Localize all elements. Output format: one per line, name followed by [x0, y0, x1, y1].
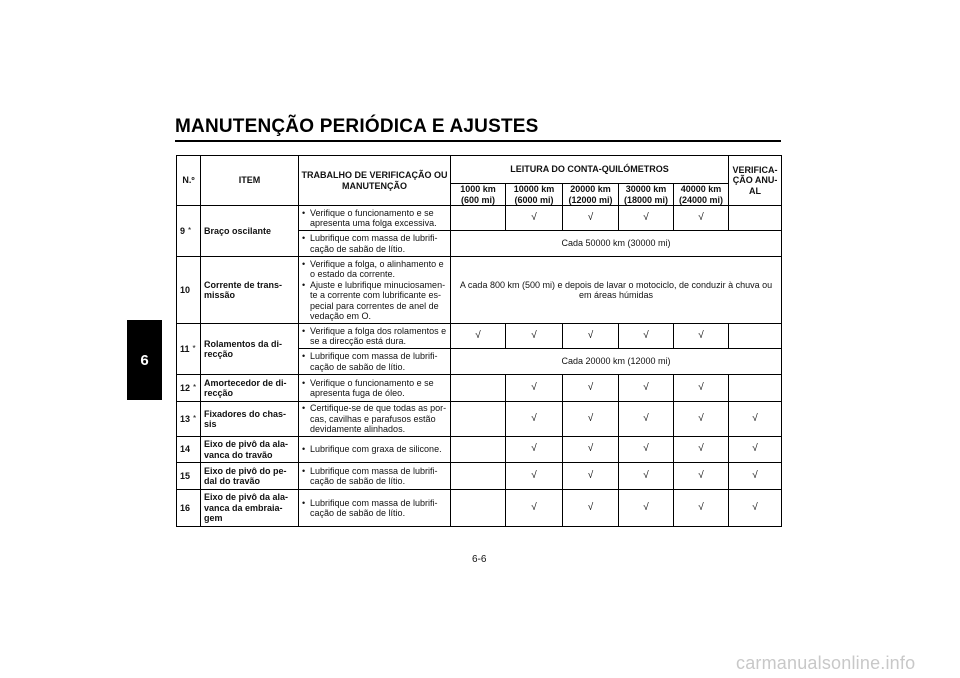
interval-note: A cada 800 km (500 mi) e depois de lavar o motociclo, de conduzir à chuva ou em áreas húmidas	[451, 257, 782, 324]
check-mark: √	[674, 402, 729, 437]
check-mark: √	[506, 402, 563, 437]
row-number: 9 *	[177, 206, 201, 257]
table-row	[177, 437, 782, 463]
interval-note: Cada 20000 km (12000 mi)	[451, 349, 782, 375]
row-item: Corrente de trans-missão	[201, 257, 299, 324]
check-mark: √	[674, 490, 729, 527]
check-mark: √	[506, 375, 563, 402]
check-mark: √	[729, 463, 782, 490]
maintenance-table	[176, 155, 782, 527]
interval-header: 20000 km (12000 mi)	[563, 184, 619, 206]
row-number: 14	[177, 437, 201, 463]
check-mark: √	[674, 463, 729, 490]
check-mark: √	[619, 490, 674, 527]
row-item: Eixo de pivô do pe-dal do travão	[201, 463, 299, 490]
check-mark: √	[563, 437, 619, 463]
header-item: ITEM	[201, 156, 299, 206]
check-mark: √	[451, 324, 506, 349]
row-work: • Lubrifique com massa de lubrifi-cação de sabão de lítio.	[299, 463, 451, 490]
check-mark: √	[729, 402, 782, 437]
row-number: 16	[177, 490, 201, 527]
row-work: • Verifique o funcionamento e se apresenta fuga de óleo.	[299, 375, 451, 402]
row-work: • Lubrifique com massa de lubrifi-cação de sabão de lítio.	[299, 490, 451, 527]
check-mark: √	[506, 437, 563, 463]
check-mark: √	[506, 324, 563, 349]
check-mark: √	[729, 437, 782, 463]
table-row	[177, 375, 782, 402]
table-row	[177, 257, 782, 324]
row-item: Braço oscilante	[201, 206, 299, 257]
check-mark: √	[729, 490, 782, 527]
interval-header: 30000 km (18000 mi)	[619, 184, 674, 206]
table-row	[177, 490, 782, 527]
header-work: TRABALHO DE VERIFICAÇÃO OU MANUTENÇÃO	[299, 156, 451, 206]
table-row	[177, 206, 782, 231]
page-number: 6-6	[472, 554, 487, 565]
check-mark: √	[674, 206, 729, 231]
check-mark: √	[619, 437, 674, 463]
row-number: 13 *	[177, 402, 201, 437]
header-odometer: LEITURA DO CONTA-QUILÓMETROS	[451, 156, 729, 184]
row-work: • Verifique a folga dos rolamentos e se a direcção está dura.	[299, 324, 451, 349]
row-item: Rolamentos da di-recção	[201, 324, 299, 375]
check-mark: √	[563, 490, 619, 527]
check-mark: √	[563, 206, 619, 231]
row-work: • Verifique o funcionamento e se apresenta uma folga excessiva.	[299, 206, 451, 231]
check-mark: √	[506, 463, 563, 490]
row-number: 10	[177, 257, 201, 324]
row-work: • Certifique-se de que todas as por-cas, cavilhas e parafusos estão devidamente alinhados.	[299, 402, 451, 437]
check-mark: √	[619, 206, 674, 231]
check-mark: √	[619, 375, 674, 402]
check-mark: √	[619, 463, 674, 490]
interval-header: 10000 km (6000 mi)	[506, 184, 563, 206]
check-mark: √	[563, 324, 619, 349]
header-no: N.º	[177, 156, 201, 206]
header-rule	[175, 140, 781, 142]
row-number: 12 *	[177, 375, 201, 402]
chapter-tab: 6	[127, 320, 162, 400]
row-work: • Lubrifique com graxa de silicone.	[299, 437, 451, 463]
row-work: • Lubrifique com massa de lubrifi-cação de sabão de lítio.	[299, 349, 451, 375]
table-row	[177, 463, 782, 490]
check-mark: √	[619, 324, 674, 349]
check-mark: √	[674, 375, 729, 402]
check-mark: √	[674, 324, 729, 349]
table-row	[177, 402, 782, 437]
row-item: Eixo de pivô da ala-vanca do travão	[201, 437, 299, 463]
check-mark: √	[563, 463, 619, 490]
check-mark: √	[619, 402, 674, 437]
header-annual: VERIFICA-ÇÃO ANU-AL	[729, 156, 782, 206]
check-mark: √	[674, 437, 729, 463]
check-mark: √	[506, 206, 563, 231]
row-work: • Lubrifique com massa de lubrifi-cação de sabão de lítio.	[299, 231, 451, 257]
interval-header: 1000 km (600 mi)	[451, 184, 506, 206]
check-mark: √	[563, 402, 619, 437]
row-work: • Verifique a folga, o alinhamento e o estado da corrente. • Ajuste e lubrifique minuciosamen-te a corrente com lubrificante es-pecial para correntes de anel de vedação em O.	[299, 257, 451, 324]
table-row	[177, 324, 782, 349]
interval-note: Cada 50000 km (30000 mi)	[451, 231, 782, 257]
row-item: Amortecedor de di-recção	[201, 375, 299, 402]
row-number: 15	[177, 463, 201, 490]
interval-header: 40000 km (24000 mi)	[674, 184, 729, 206]
watermark: carmanualsonline.info	[736, 653, 916, 673]
check-mark: √	[563, 375, 619, 402]
row-item: Fixadores do chas-sis	[201, 402, 299, 437]
row-number: 11 *	[177, 324, 201, 375]
row-item: Eixo de pivô da ala-vanca da embraia-gem	[201, 490, 299, 527]
page-title: MANUTENÇÃO PERIÓDICA E AJUSTES	[175, 116, 539, 137]
check-mark: √	[506, 490, 563, 527]
